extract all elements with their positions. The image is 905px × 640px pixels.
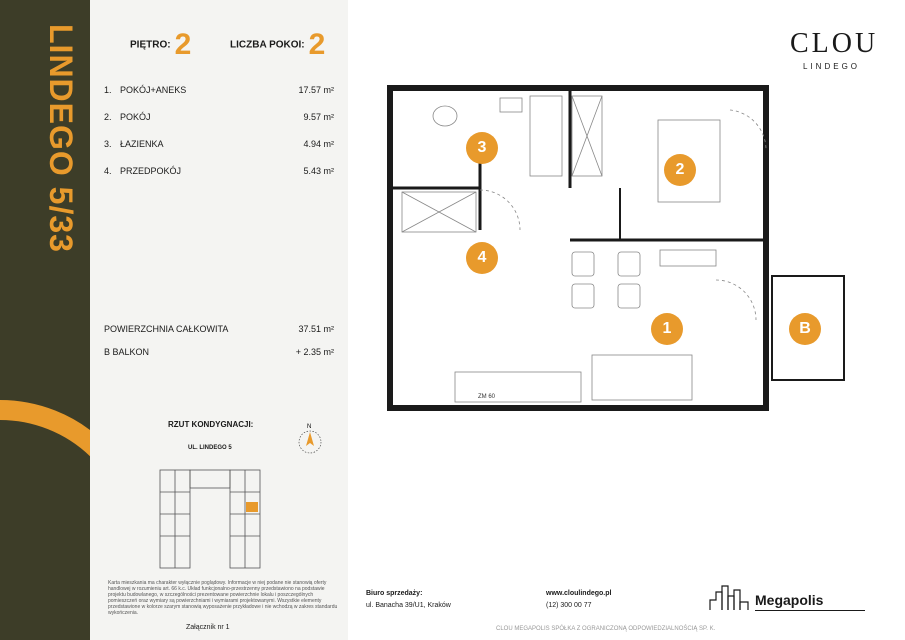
room-num: 3. [104, 139, 112, 149]
room-num: 4. [104, 166, 112, 176]
room-row [104, 112, 334, 122]
north-compass [296, 422, 326, 462]
side-stripe [0, 0, 90, 640]
room-name: POKÓJ+ANEKS [120, 85, 187, 95]
total-area: 37.51 m² [298, 324, 334, 334]
website-link[interactable]: www.cloulindego.pl [546, 590, 612, 597]
room-3-badge: 3 [466, 132, 498, 164]
room-area: 5.43 m² [303, 166, 334, 176]
room-row [104, 166, 334, 176]
room-name: ŁAZIENKA [120, 139, 164, 149]
room-area: 9.57 m² [303, 112, 334, 122]
balcony-area: + 2.35 m² [295, 347, 334, 357]
sales-office-label: Biuro sprzedaży: [366, 590, 423, 597]
attachment-label: Załącznik nr 1 [186, 624, 230, 631]
brand-sub: LINDEGO [803, 62, 861, 71]
brand-logo: CLOU [790, 28, 879, 59]
balcony-row [104, 347, 334, 357]
floor-info [130, 28, 191, 62]
rooms-count-info [230, 28, 325, 62]
developer-logo: Megapolis [755, 592, 824, 608]
rooms-count-value: 2 [308, 28, 326, 61]
building-title: LINDEGO 5/33 [43, 24, 79, 253]
building-plan-thumbnail [150, 462, 280, 574]
room-area: 17.57 m² [298, 85, 334, 95]
room-num: 2. [104, 112, 112, 122]
floor-label: PIĘTRO: [130, 39, 171, 51]
total-label: POWIERZCHNIA CAŁKOWITA [104, 324, 229, 334]
phone-number: (12) 300 00 77 [546, 602, 592, 609]
room-4-badge: 4 [466, 242, 498, 274]
north-label: N [307, 424, 312, 430]
company-name: CLOU MEGAPOLIS SPÓŁKA Z OGRANICZONĄ ODPOWIEDZIALNOŚCIĄ SP. K. [496, 626, 716, 632]
total-area-row [104, 324, 334, 334]
room-1-badge: 1 [651, 313, 683, 345]
balcony-label: B BALKON [104, 347, 150, 357]
street-label: UL. LINDEGO 5 [188, 445, 232, 451]
room-name: PRZEDPOKÓJ [120, 166, 182, 176]
sales-office-address: ul. Banacha 39/U1, Kraków [366, 602, 451, 609]
room-num: 1. [104, 85, 112, 95]
floor-value: 2 [174, 28, 192, 61]
room-row [104, 139, 334, 149]
zm-label: ZM 60 [478, 394, 496, 400]
disclaimer: Karta mieszkania ma charakter wyłącznie poglądowy. Informacje w niej podane nie stanowią oferty handlowej w rozumieniu art. 66 k.c. Układ funkcjonalno-przestrzenny przedstawiono na podstawie projektu budowlanego, w szczególności prezentowane powierzchnie lokalu i poszczególnych pomieszczeń oraz wymiary są powierzchniami i wymiarami projektowanymi. Wszystkie elementy przedstawione w kolorze szarym stanowią wyposażenie przykładowe i nie wchodzą w zakres standardu wykończenia. [108, 580, 338, 616]
floor-plan-title: RZUT KONDYGNACJI: [168, 420, 254, 429]
skyline-icon [708, 580, 754, 612]
room-name: POKÓJ [120, 112, 151, 122]
room-row [104, 85, 334, 95]
room-area: 4.94 m² [303, 139, 334, 149]
decorative-arc [0, 400, 90, 640]
room-2-badge: 2 [664, 154, 696, 186]
rooms-count-label: LICZBA POKOI: [230, 39, 305, 51]
apartment-floor-plan [380, 80, 860, 420]
balcony-badge: B [789, 313, 821, 345]
developer-underline [755, 610, 865, 611]
